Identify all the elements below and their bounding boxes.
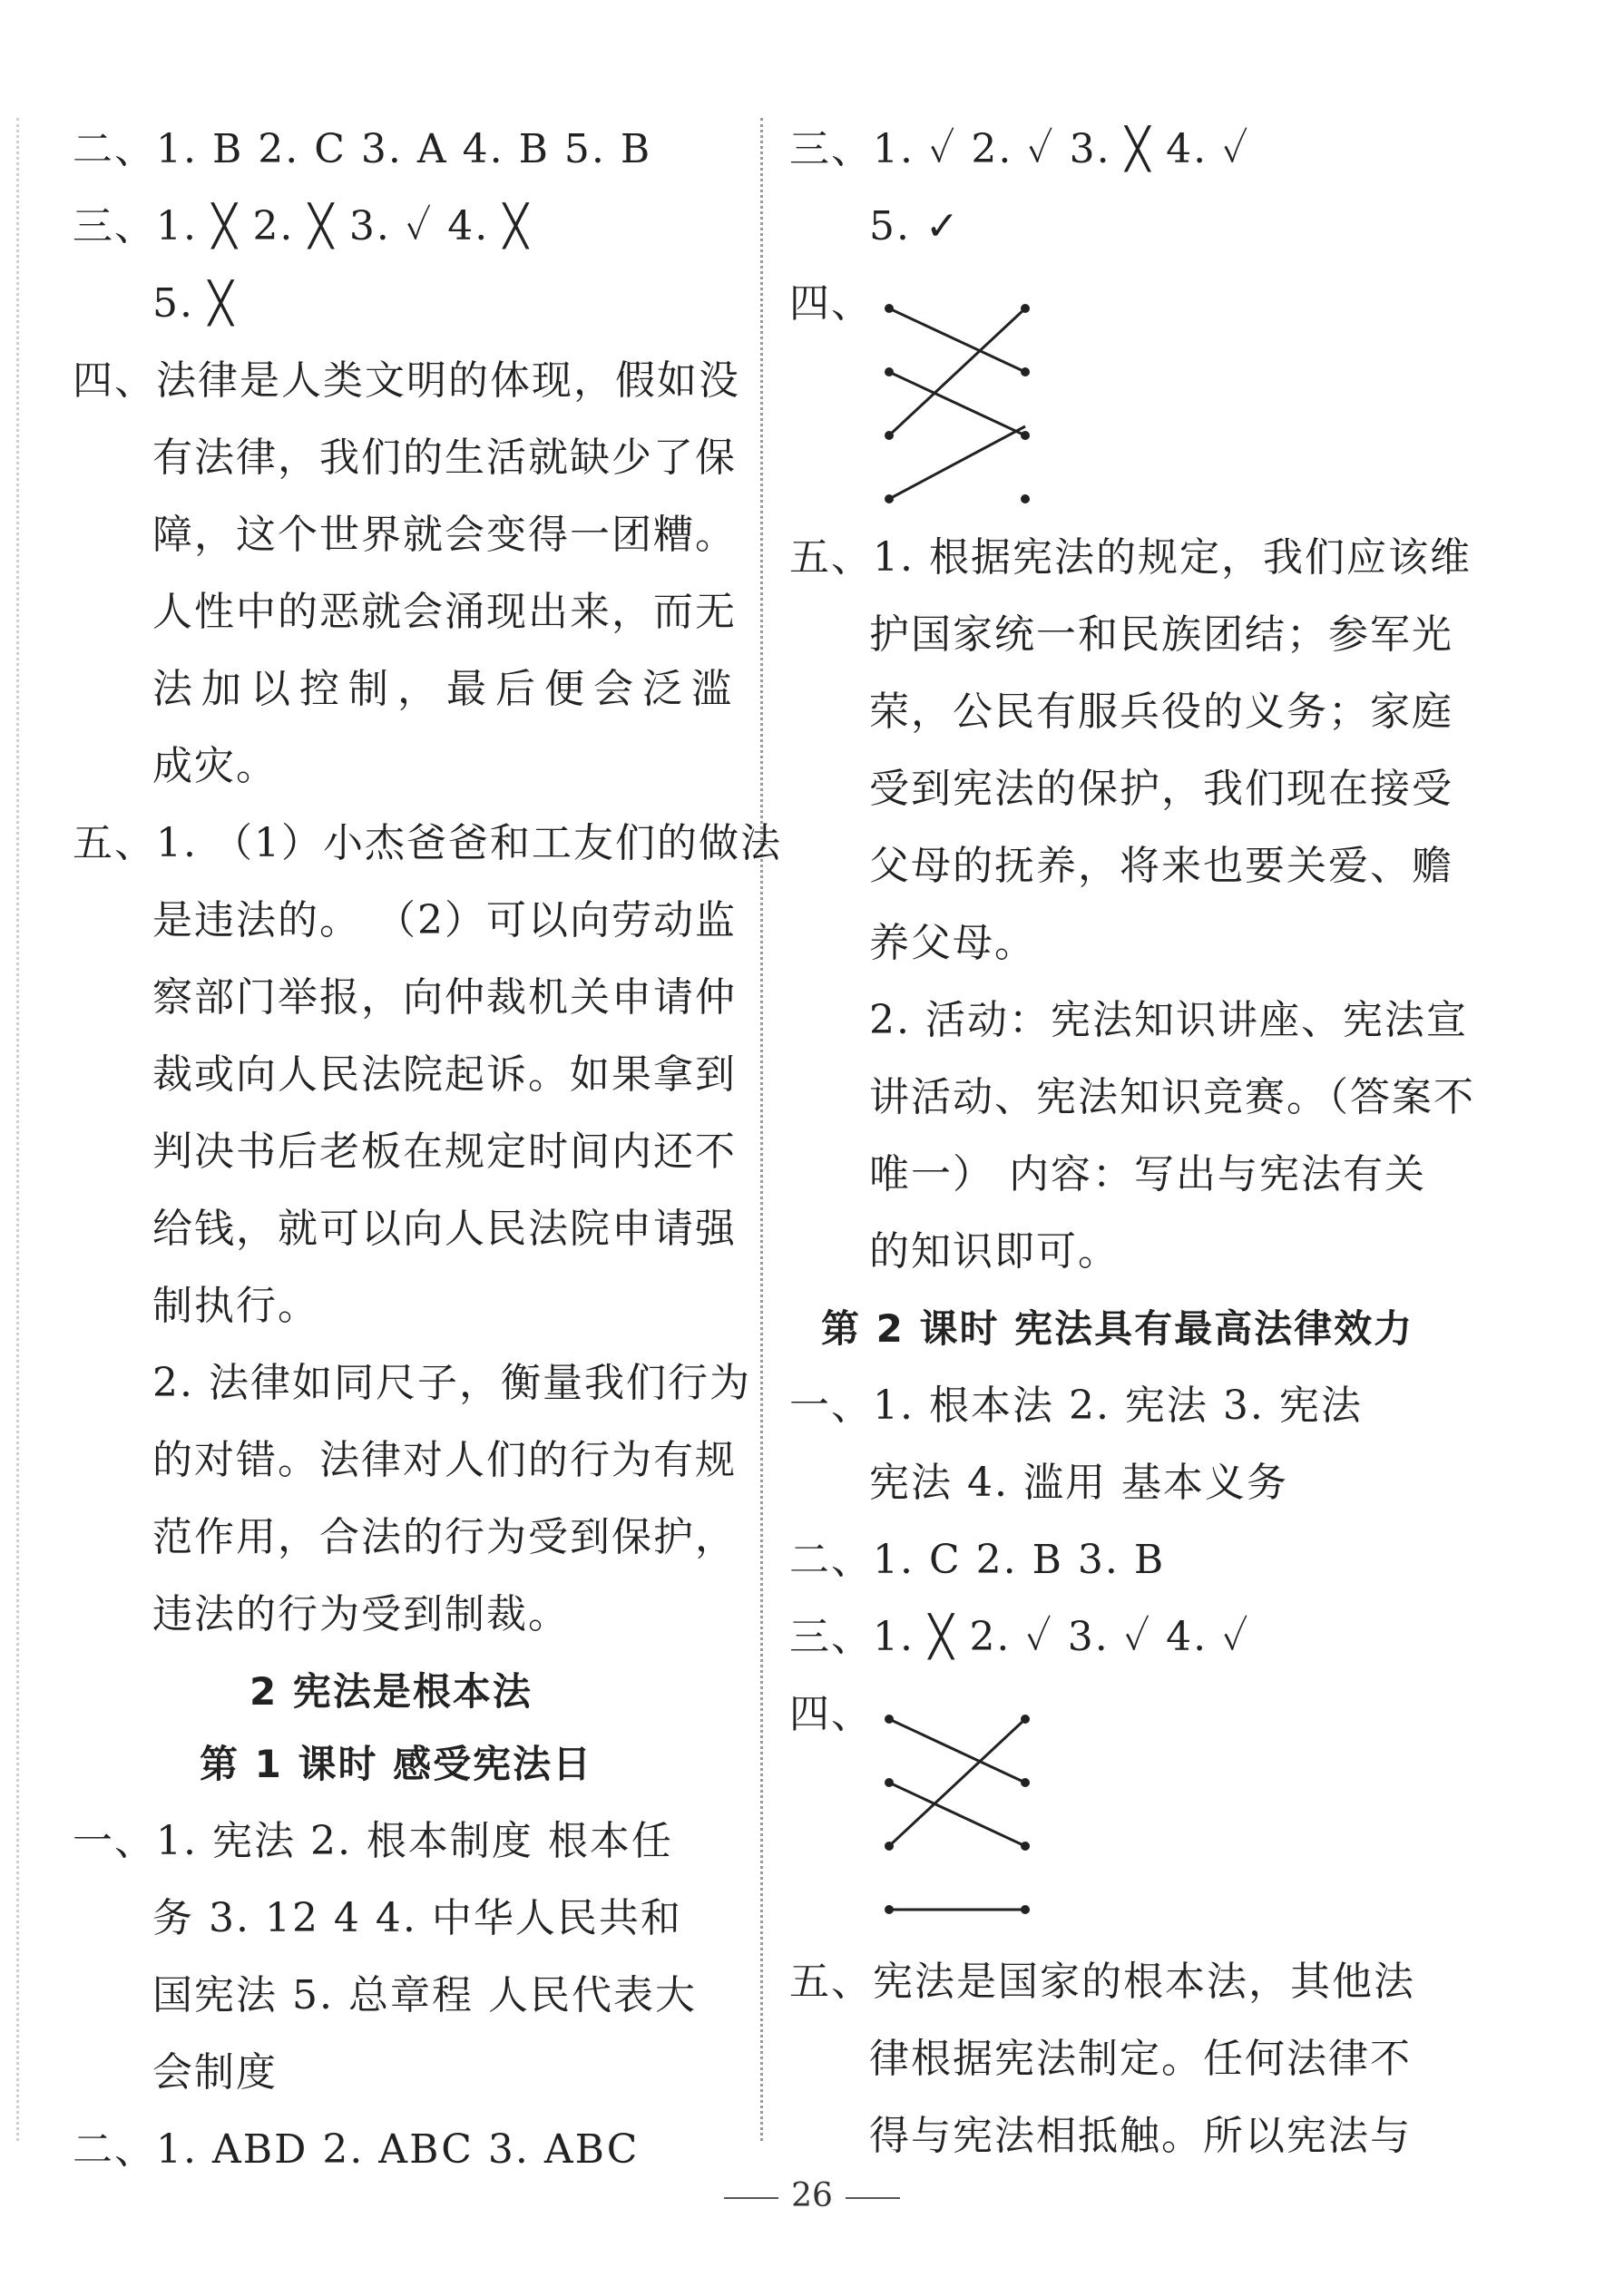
page-number-dash-right [846, 2197, 900, 2199]
answer-line: 违法的行为受到制裁。 [152, 1591, 570, 1637]
answer-line: 范作用，合法的行为受到保护， [152, 1514, 737, 1560]
answer-line: 得与宪法相抵触。所以宪法与 [869, 2113, 1412, 2159]
answer-line: 2. 活动：宪法知识讲座、宪法宣 [869, 997, 1468, 1043]
answer-line: 律根据宪法制定。任何法律不 [869, 2036, 1412, 2082]
matching-diagram-1 [880, 290, 1061, 508]
answer-line: 5. ╳ [152, 280, 235, 327]
margin-rule [16, 118, 19, 2141]
section-title: 2 宪法是根本法 [249, 1669, 533, 1714]
answer-line: 四、 [789, 1691, 873, 1737]
page-number-dash-left [724, 2197, 778, 2199]
answer-line: 有法律，我们的生活就缺少了保 [152, 435, 737, 481]
page-number-text: 26 [791, 2177, 833, 2214]
answer-line: 会制度 [152, 2049, 278, 2096]
page-number [0, 2177, 1624, 2214]
answer-line: 察部门举报，向仲裁机关申请仲 [152, 974, 737, 1021]
answer-line: 唯一） 内容：写出与宪法有关 [869, 1151, 1426, 1197]
answer-line: 五、1. 根据宪法的规定，我们应该维 [789, 534, 1472, 581]
answer-line: 宪法 4. 滥用 基本义务 [869, 1460, 1288, 1506]
answer-line: 护国家统一和民族团结；参军光 [869, 611, 1453, 658]
answer-line: 一、1. 宪法 2. 根本制度 根本任 [73, 1818, 673, 1864]
answer-line: 四、法律是人类文明的体现，假如没 [73, 357, 740, 404]
answer-line: 2. 法律如同尺子，衡量我们行为 [152, 1360, 751, 1406]
answer-line: 父母的抚养，将来也要关爱、赡 [869, 843, 1453, 889]
answer-line: 的知识即可。 [869, 1228, 1120, 1275]
answer-line: 二、1. C 2. B 3. B [789, 1537, 1166, 1583]
answer-line: 三、1. ╳ 2. ╳ 3. ✓ 4. ╳ [73, 203, 530, 249]
answer-line: 成灾。 [152, 743, 278, 789]
answer-line: 四、 [789, 280, 873, 327]
lesson-title: 第 1 课时 感受宪法日 [200, 1742, 593, 1786]
answer-line: 判决书后老板在规定时间内还不 [152, 1129, 737, 1175]
answer-line: 荣，公民有服兵役的义务；家庭 [869, 689, 1453, 735]
answer-line: 三、1. ╳ 2. ✓ 3. ✓ 4. ✓ [789, 1614, 1250, 1660]
answer-line: 给钱，就可以向人民法院申请强 [152, 1206, 737, 1252]
answer-line: 务 3. 12 4 4. 中华人民共和 [152, 1895, 682, 1941]
answer-line: 二、1. B 2. C 3. A 4. B 5. B [73, 126, 652, 172]
answer-line: 的对错。法律对人们的行为有规 [152, 1437, 737, 1483]
answer-line: 五、1. （1）小杰爸爸和工友们的做法 [73, 820, 782, 866]
answer-line: 障，这个世界就会变得一团糟。 [152, 512, 737, 558]
answer-line: 裁或向人民法院起诉。如果拿到 [152, 1051, 737, 1098]
answer-line: 是违法的。 （2）可以向劳动监 [152, 897, 737, 943]
answer-line: 五、宪法是国家的根本法，其他法 [789, 1959, 1415, 2005]
answer-line: 制执行。 [152, 1283, 319, 1329]
answer-line: 法加以控制，最后便会泛滥 [152, 666, 740, 712]
answer-line: 一、1. 根本法 2. 宪法 3. 宪法 [789, 1383, 1363, 1429]
column-divider [760, 118, 763, 2141]
answer-line: 国宪法 5. 总章程 人民代表大 [152, 1972, 697, 2018]
answer-line: 讲活动、宪法知识竞赛。（答案不 [869, 1074, 1475, 1120]
answer-line: 人性中的恶就会涌现出来，而无 [152, 589, 737, 635]
answer-line: 三、1. ✓ 2. ✓ 3. ╳ 4. ✓ [789, 126, 1250, 172]
matching-diagram-2 [880, 1701, 1061, 1928]
answer-line: 受到宪法的保护，我们现在接受 [869, 766, 1453, 812]
answer-line: 5. ✓ [869, 203, 961, 249]
lesson-title: 第 2 课时 宪法具有最高法律效力 [821, 1306, 1414, 1351]
answer-line: 养父母。 [869, 920, 1036, 966]
answer-line: 二、1. ABD 2. ABC 3. ABC [73, 2126, 640, 2173]
